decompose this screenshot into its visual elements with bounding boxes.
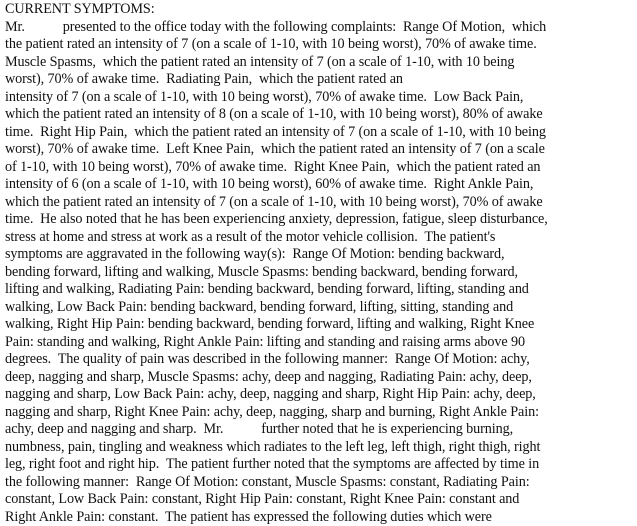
body-line: degrees. The quality of pain was described in the following manner: Range Of Motion: achy, — [5, 351, 637, 369]
body-line: the patient rated an intensity of 7 (on a scale of 1-10, with 10 being worst), 70% of awake time. — [5, 36, 637, 54]
body-line: lifting and walking, Radiating Pain: bending backward, bending forward, lifting, standing and — [5, 281, 637, 299]
body-line: Mr. presented to the office today with the following complaints: Range Of Motion, which — [5, 19, 637, 37]
body-line: nagging and sharp, Right Knee Pain: achy, deep, nagging, sharp and burning, Right Ankle Pain: — [5, 404, 637, 422]
body-line: intensity of 7 (on a scale of 1-10, with 10 being worst), 70% of awake time. Low Back Pain, — [5, 89, 637, 107]
body-line: Right Ankle Pain: constant. The patient has expressed the following duties which were — [5, 509, 637, 526]
body-line: the following manner: Range Of Motion: constant, Muscle Spasms: constant, Radiating Pain: — [5, 474, 637, 492]
body-line: numbness, pain, tingling and weakness which radiates to the left leg, left thigh, right thigh, right — [5, 439, 637, 457]
body-line: walking, Low Back Pain: bending backward, bending forward, lifting, sitting, standing and — [5, 299, 637, 317]
body-line: walking, Right Hip Pain: bending backward, bending forward, lifting and walking, Right Knee — [5, 316, 637, 334]
body-line: worst), 70% of awake time. Left Knee Pain, which the patient rated an intensity of 7 (on a scale — [5, 141, 637, 159]
body-line: intensity of 6 (on a scale of 1-10, with 10 being worst), 60% of awake time. Right Ankle Pain, — [5, 176, 637, 194]
body-line: of 1-10, with 10 being worst), 70% of awake time. Right Knee Pain, which the patient rated an — [5, 159, 637, 177]
body-line: bending forward, lifting and walking, Muscle Spasms: bending backward, bending forward, — [5, 264, 637, 282]
body-line: time. He also noted that he has been experiencing anxiety, depression, fatigue, sleep disturbance, — [5, 211, 637, 229]
section-heading: CURRENT SYMPTOMS: — [5, 1, 637, 19]
body-line: leg, right foot and right hip. The patient further noted that the symptoms are affected by time in — [5, 456, 637, 474]
body-line: symptoms are aggravated in the following way(s): Range Of Motion: bending backward, — [5, 246, 637, 264]
body-line: constant, Low Back Pain: constant, Right Hip Pain: constant, Right Knee Pain: constant and — [5, 491, 637, 509]
body-line: achy, deep and nagging and sharp. Mr. further noted that he is experiencing burning, — [5, 421, 637, 439]
body-line: which the patient rated an intensity of 7 (on a scale of 1-10, with 10 being worst), 70% of awake — [5, 194, 637, 212]
body-line: which the patient rated an intensity of 8 (on a scale of 1-10, with 10 being worst), 80% of awake — [5, 106, 637, 124]
body-line: worst), 70% of awake time. Radiating Pain, which the patient rated an — [5, 71, 637, 89]
body-line: deep, nagging and sharp, Muscle Spasms: achy, deep and nagging, Radiating Pain: achy, deep, — [5, 369, 637, 387]
body-line: Muscle Spasms, which the patient rated an intensity of 7 (on a scale of 1-10, with 10 being — [5, 54, 637, 72]
document-page — [5, 1, 637, 526]
body-line: stress at home and stress at work as a result of the motor vehicle collision. The patient's — [5, 229, 637, 247]
body-line: nagging and sharp, Low Back Pain: achy, deep, nagging and sharp, Right Hip Pain: achy, deep, — [5, 386, 637, 404]
body-line: Pain: standing and walking, Right Ankle Pain: lifting and standing and raising arms above 90 — [5, 334, 637, 352]
body-line: time. Right Hip Pain, which the patient rated an intensity of 7 (on a scale of 1-10, with 10 being — [5, 124, 637, 142]
